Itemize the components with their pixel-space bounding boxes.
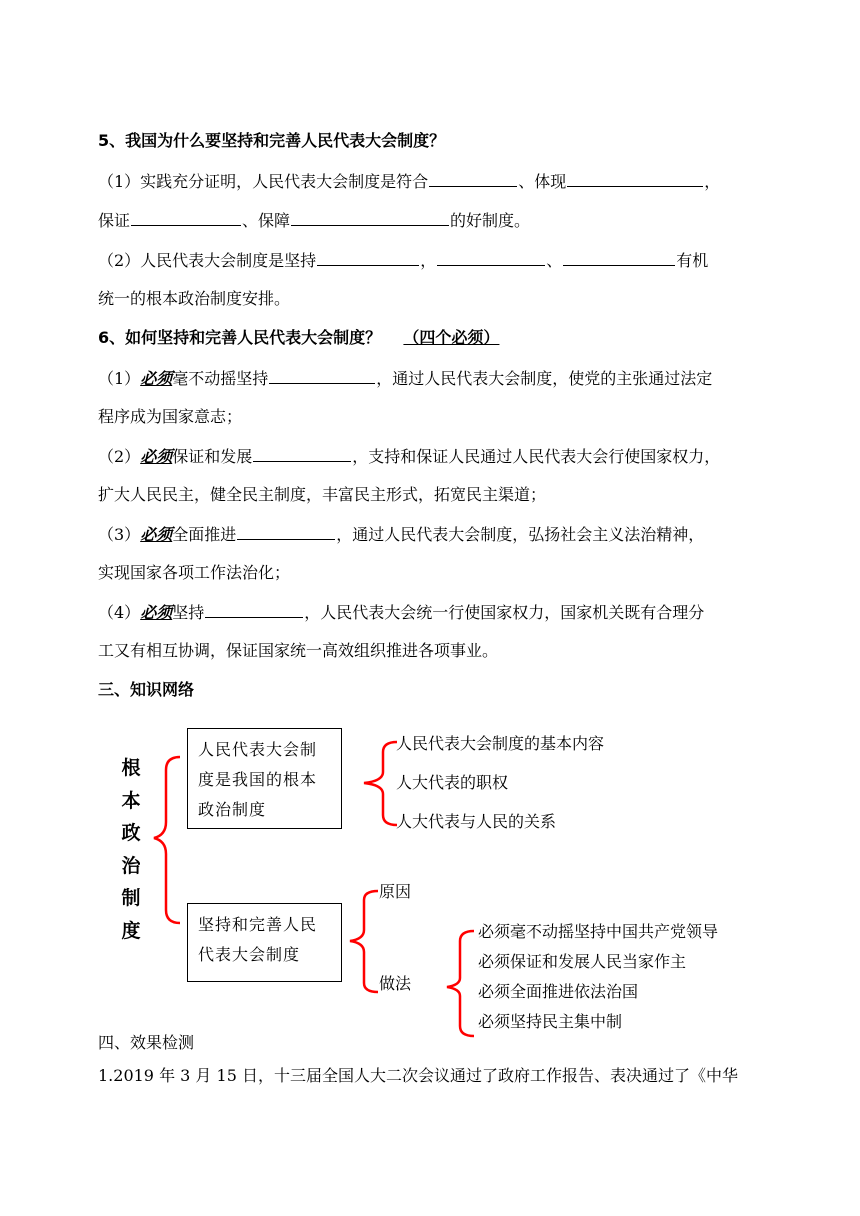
q6-item3-text-b: ，通过人民代表大会制度，弘扬社会主义法治精神， xyxy=(336,525,705,544)
q6-item1-line2: 程序成为国家意志； xyxy=(98,407,243,426)
q5-p2-text-b: ， xyxy=(420,251,437,270)
q5-p1-text-c: ， xyxy=(704,172,721,191)
box1-brace xyxy=(364,742,397,825)
q5-p1-text-d: 保证 xyxy=(98,211,131,230)
box1-item: 人大代表与人民的关系 xyxy=(396,812,557,831)
box-uphold-system: 坚持和完善人民代表大会制度 xyxy=(187,903,342,982)
method-item: 必须全面推进依法治国 xyxy=(478,982,639,1001)
must-emphasis: 必须 xyxy=(140,603,173,622)
q1-text: 1.2019 年 3 月 15 日，十三届全国人大二次会议通过了政府工作报告、表决通过了《中华 xyxy=(98,1066,738,1085)
q6-title: 6、如何坚持和完善人民代表大会制度？ xyxy=(98,328,382,347)
section4-title: 四、效果检测 xyxy=(98,1033,195,1052)
q5-title: 5、我国为什么要坚持和完善人民代表大会制度？ xyxy=(98,131,446,150)
q5-p1-text-f: 的好制度。 xyxy=(450,211,531,230)
q5-p1-text-a: （1）实践充分证明，人民代表大会制度是符合 xyxy=(98,172,429,191)
method-item: 必须保证和发展人民当家作主 xyxy=(478,952,687,971)
method-item: 必须毫不动摇坚持中国共产党领导 xyxy=(478,922,719,941)
q6-item1-text-b: ，通过人民代表大会制度，使党的主张通过法定 xyxy=(376,369,713,388)
q6-item2-text-a: 保证和发展 xyxy=(172,447,253,466)
q5-p2-text-d: 有机 xyxy=(676,251,709,270)
q6-item2-text-b: ，支持和保证人民通过人民代表大会行使国家权力， xyxy=(352,447,721,466)
method-item: 必须坚持民主集中制 xyxy=(478,1012,623,1031)
section3-title: 三、知识网络 xyxy=(98,680,195,699)
method-label: 做法 xyxy=(379,974,412,993)
box-root-system: 人民代表大会制度是我国的根本政治制度 xyxy=(187,728,342,829)
root-label: 根本政治制度 xyxy=(121,757,141,942)
q6-item4-text-a: 坚持 xyxy=(172,603,205,622)
reason-label: 原因 xyxy=(379,882,412,901)
q5-p2-line2: 统一的根本政治制度安排。 xyxy=(98,289,291,308)
root-brace xyxy=(154,757,180,923)
q5-p2-text-c: 、 xyxy=(546,251,563,270)
q6-item3-line2: 实现国家各项工作法治化； xyxy=(98,563,291,582)
q6-item2-number: （2） xyxy=(98,447,141,466)
must-emphasis: 必须 xyxy=(140,447,173,466)
q6-item1-text-a: 毫不动摇坚持 xyxy=(172,369,269,388)
must-emphasis: 必须 xyxy=(140,369,173,388)
method-brace xyxy=(447,931,474,1036)
must-emphasis: 必须 xyxy=(140,525,173,544)
q6-item4-number: （4） xyxy=(98,603,141,622)
box1-item: 人民代表大会制度的基本内容 xyxy=(396,734,605,753)
q5-p2-text-a: （2）人民代表大会制度是坚持 xyxy=(98,251,317,270)
q6-item3-number: （3） xyxy=(98,525,141,544)
q6-item2-line2: 扩大人民民主，健全民主制度，丰富民主形式，拓宽民主渠道； xyxy=(98,485,547,504)
q5-p1-text-e: 、保障 xyxy=(242,211,291,230)
q6-title-tag: （四个必须） xyxy=(403,328,500,347)
box1-item: 人大代表的职权 xyxy=(396,773,509,792)
q6-item4-text-b: ，人民代表大会统一行使国家权力，国家机关既有合理分 xyxy=(304,603,705,622)
q6-item1-number: （1） xyxy=(98,369,141,388)
q6-item4-line2: 工又有相互协调，保证国家统一高效组织推进各项事业。 xyxy=(98,641,499,660)
box2-brace xyxy=(350,891,378,992)
q5-p1-text-b: 、体现 xyxy=(518,172,567,191)
q6-item3-text-a: 全面推进 xyxy=(172,525,237,544)
